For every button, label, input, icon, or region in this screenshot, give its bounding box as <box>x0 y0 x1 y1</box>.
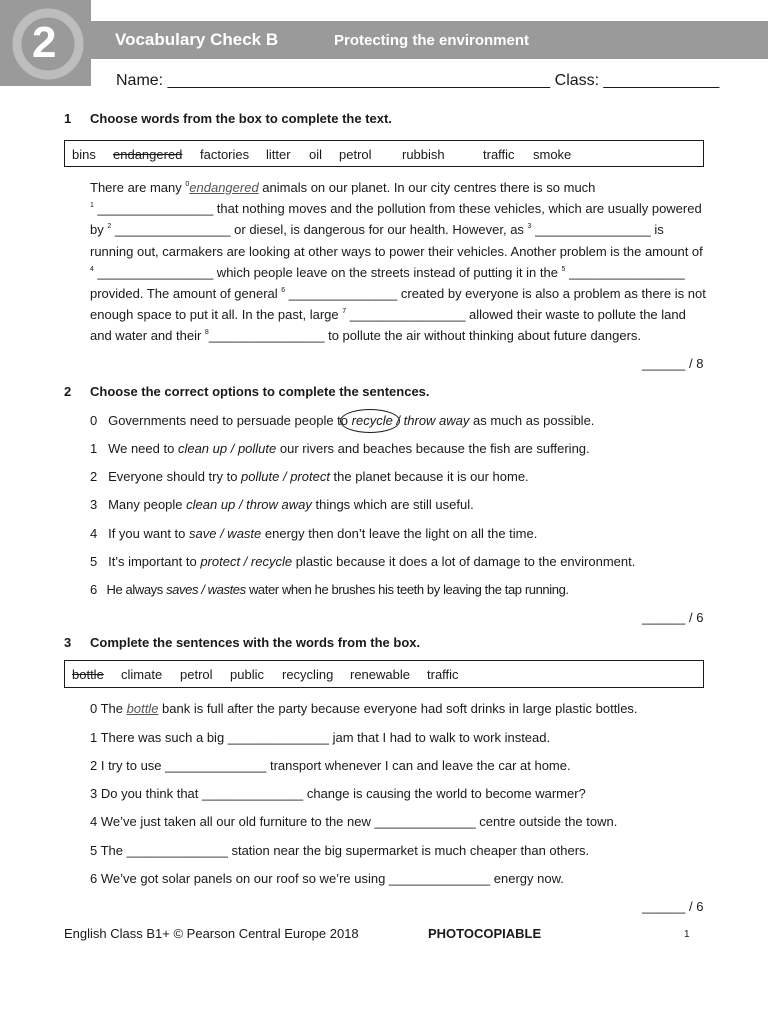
options: save / waste <box>189 526 262 541</box>
unit-number: 2 <box>32 18 57 67</box>
options: clean up / pollute <box>177 441 277 456</box>
sentence-item: 1 There was such a big ______________ jam that I had to walk to work instead. <box>90 730 551 745</box>
text-line: There are many $^0$endangered animals on our planet. In our city centres there is so much <box>90 180 596 195</box>
word-box-3 <box>64 660 704 688</box>
section-2-title: Choose the correct options to complete the sentences. <box>90 384 430 399</box>
box-word: rubbish <box>402 147 445 162</box>
score-section-1: ______ / 8 <box>642 356 704 371</box>
footer-copyright: English Class B1+ © Pearson Central Europe 2018 <box>64 926 359 941</box>
text-line: running out, carmakers are looking at other ways to power their vehicles. Another problem is the amount of <box>90 244 703 259</box>
word-box-1 <box>64 140 704 167</box>
box-word: bins <box>72 147 96 162</box>
text-line: $^1$ ________________ that nothing moves and the pollution from these vehicles, which are usually powered <box>90 201 702 216</box>
sentence-item: 0 Governments need to persuade people to recycle / throw away as much as possible. <box>90 413 595 428</box>
box-word: petrol <box>339 147 372 162</box>
text-line: provided. The amount of general $^6$ _______________ created by everyone is also a problem as there is not <box>90 286 706 301</box>
box-word: traffic <box>427 667 459 682</box>
box-word: climate <box>121 667 163 682</box>
text-line: $^4$ ________________ which people leave on the streets instead of putting it in the $^5$ ________________ <box>90 265 685 280</box>
page-number: 1 <box>684 929 690 940</box>
name-class-line: Name: ___________________________________________ Class: _____________ <box>116 72 720 89</box>
sentence-item: 6 We’ve got solar panels on our roof so we’re using ______________ energy now. <box>90 871 564 886</box>
box-word-crossed: bottle <box>72 667 104 682</box>
options: protect / recycle <box>200 554 293 569</box>
gap-fill-text <box>90 180 710 350</box>
options: clean up / throw away <box>186 497 312 512</box>
sentence-item-example: 0 The bottle bank is full after the party because everyone had soft drinks in large plastic bottles. <box>90 701 638 716</box>
sentence-item: 6 He always saves / wastes water when he brushes his teeth by leaving the tap running. <box>90 582 569 597</box>
box-word: factories <box>200 147 250 162</box>
box-word: oil <box>309 147 323 162</box>
box-word: recycling <box>282 667 334 682</box>
box-word: petrol <box>180 667 213 682</box>
box-word-crossed: endangered <box>113 147 183 162</box>
text-line: and water and their $^8$________________ to pollute the air without thinking about future dangers. <box>90 328 642 343</box>
example-answer: bottle <box>126 701 159 716</box>
sentence-item: 3 Do you think that ______________ change is causing the world to become warmer? <box>90 786 586 801</box>
box-word: renewable <box>350 667 410 682</box>
section-1-title: Choose words from the box to complete the text. <box>90 111 392 126</box>
section-2-number: 2 <box>64 384 72 399</box>
box-word: traffic <box>483 147 515 162</box>
sentence-item: 1 We need to clean up / pollute our rivers and beaches because the fish are suffering. <box>90 441 590 456</box>
section-3-number: 3 <box>64 635 72 650</box>
footer-photocopiable: PHOTOCOPIABLE <box>428 926 542 941</box>
box-word: smoke <box>533 147 572 162</box>
sentence-item: 3 Many people clean up / throw away things which are still useful. <box>90 497 474 512</box>
options: saves / wastes <box>166 582 246 597</box>
sentence-item: 2 Everyone should try to pollute / protect the planet because it is our home. <box>90 469 529 484</box>
page-subtitle: Protecting the environment <box>334 32 530 49</box>
score-section-3: ______ / 6 <box>642 899 704 914</box>
box-word: public <box>230 667 264 682</box>
options: pollute / protect <box>241 469 330 484</box>
text-line: by $^2$ ________________ or diesel, is dangerous for our health. However, as $^3$ ________________ is <box>90 222 664 237</box>
example-answer: endangered <box>189 180 259 195</box>
title-bar <box>91 21 768 59</box>
section-3-title: Complete the sentences with the words from the box. <box>90 635 421 650</box>
sentence-item: 5 The ______________ station near the big supermarket is much cheaper than others. <box>90 843 590 858</box>
score-section-2: ______ / 6 <box>642 610 704 625</box>
section-1-number: 1 <box>64 111 72 126</box>
box-word: litter <box>266 147 291 162</box>
sentence-item: 2 I try to use ______________ transport whenever I can and leave the car at home. <box>90 758 571 773</box>
sentence-item: 5 It’s important to protect / recycle plastic because it does a lot of damage to the environment. <box>90 554 636 569</box>
options: recycle / throw away <box>351 413 470 428</box>
sentence-item: 4 We’ve just taken all our old furniture to the new ______________ centre outside the town. <box>90 814 618 829</box>
text-line: enough space to put it all. In the past, large $^7$ ________________ allowed their waste to pollute the land <box>90 307 686 322</box>
sentence-item: 4 If you want to save / waste energy then don’t leave the light on all the time. <box>90 526 538 541</box>
page-title: Vocabulary Check B <box>115 30 279 49</box>
